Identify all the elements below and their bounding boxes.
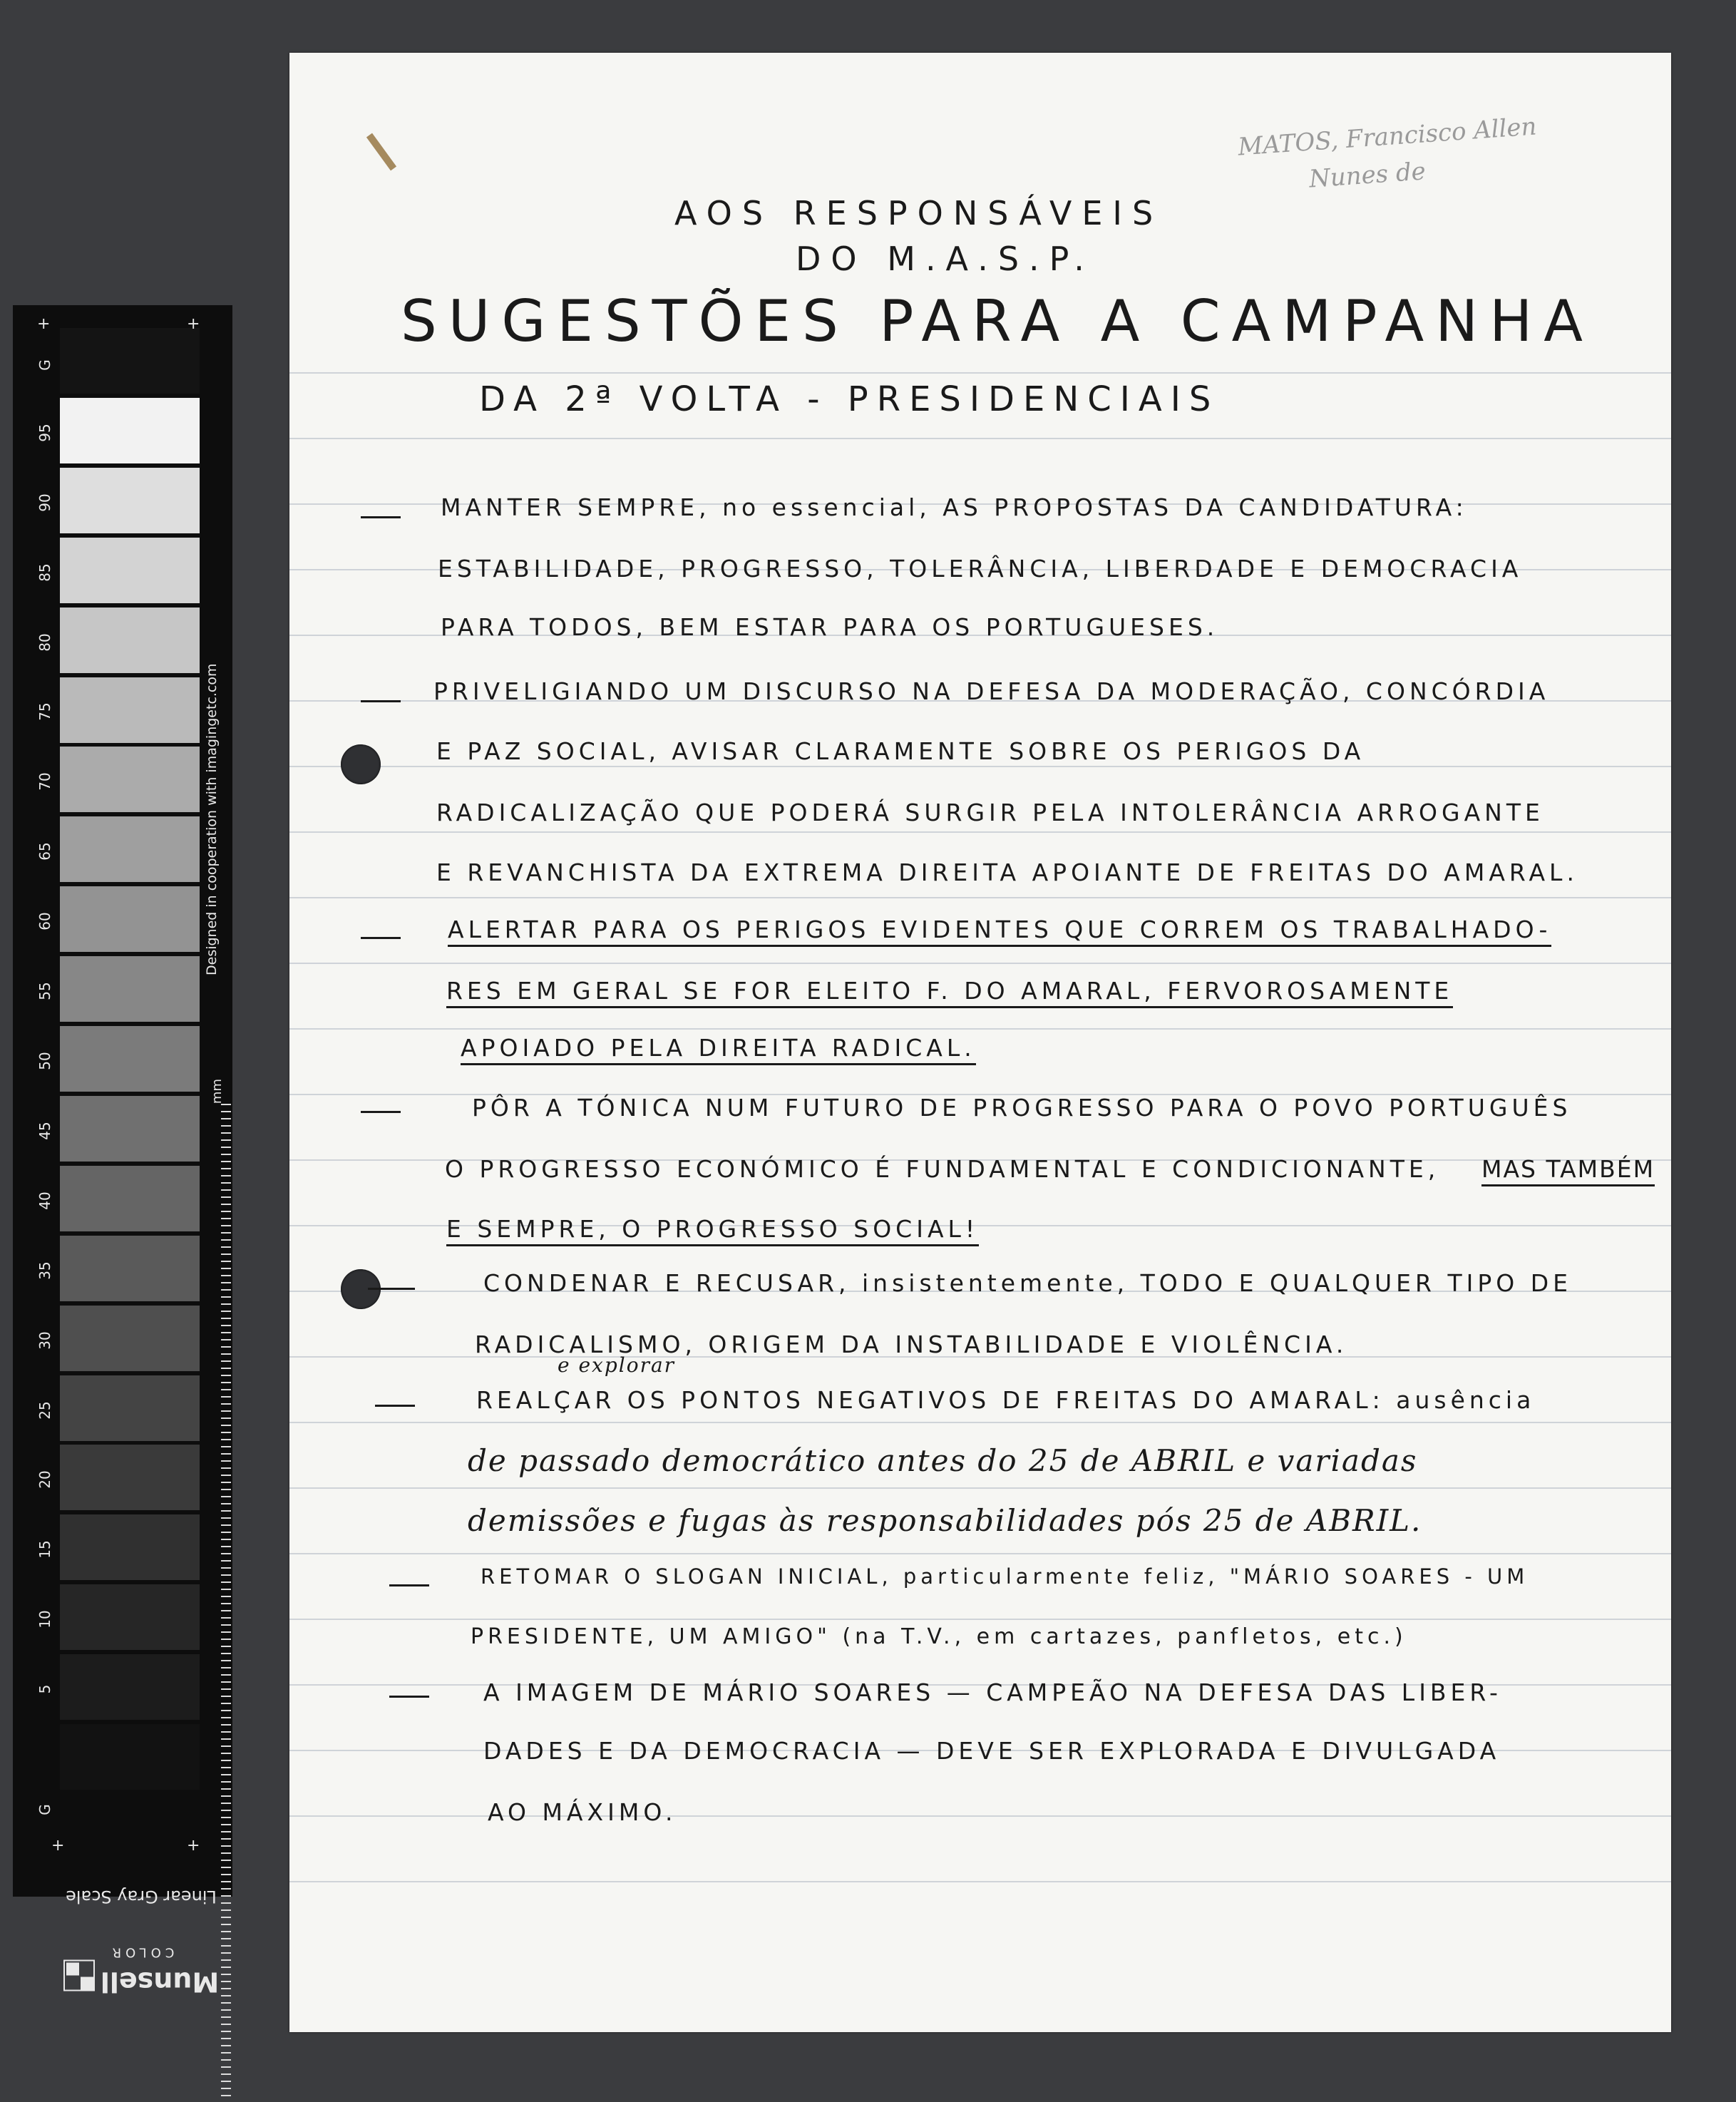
bullet-dash: [375, 1405, 415, 1407]
gray-swatch: [60, 1724, 200, 1790]
text-line-underlined: ALERTAR PARA OS PERIGOS EVIDENTES QUE CORREM OS TRABALHADO-: [448, 916, 1551, 947]
gray-swatch: [60, 956, 200, 1022]
text-line: O PROGRESSO ECONÓMICO É FUNDAMENTAL E CONDICIONANTE,: [445, 1155, 1440, 1183]
strip-top-label: G: [36, 359, 53, 371]
gray-tick-label: 85: [36, 563, 53, 582]
bullet-dash: [361, 516, 401, 518]
inserted-text: e explorar: [558, 1353, 676, 1377]
text-line: RADICALIZAÇÃO QUE PODERÁ SURGIR PELA INTOLERÂNCIA ARROGANTE: [436, 799, 1544, 826]
punch-hole: [341, 744, 381, 784]
brand-sub: COLOR: [108, 1945, 175, 1960]
plus-mark-icon: +: [187, 315, 200, 333]
text-line: E PAZ SOCIAL, AVISAR CLARAMENTE SOBRE OS PERIGOS DA: [436, 737, 1365, 765]
text-line-underlined: RES EM GERAL SE FOR ELEITO F. DO AMARAL, FERVOROSAMENTE: [446, 977, 1453, 1008]
bullet-dash: [361, 1111, 401, 1113]
gray-tick-label: 90: [36, 493, 53, 512]
text-line: RETOMAR O SLOGAN INICIAL, particularmente feliz, "MÁRIO SOARES - UM: [481, 1564, 1529, 1589]
bullet-dash: [389, 1696, 429, 1698]
strip-unit: mm: [210, 1079, 225, 1104]
text-line: PARA TODOS, BEM ESTAR PARA OS PORTUGUESES.: [441, 613, 1219, 641]
gray-tick-label: 5: [36, 1684, 53, 1694]
document-sheet: [289, 53, 1671, 2032]
pencil-annotation: MATOS, Francisco Allen: [1237, 112, 1538, 162]
bullet-dash: [368, 1288, 415, 1290]
gray-tick-label: 45: [36, 1122, 53, 1140]
gray-swatch: [60, 1584, 200, 1650]
text-line: PRIVELIGIANDO UM DISCURSO NA DEFESA DA MODERAÇÃO, CONCÓRDIA: [433, 677, 1550, 705]
gray-swatch: [60, 1026, 200, 1092]
text-line: E REVANCHISTA DA EXTREMA DIREITA APOIANTE DE FREITAS DO AMARAL.: [436, 858, 1578, 886]
gray-tick-label: 75: [36, 702, 53, 721]
plus-mark-icon: +: [51, 1837, 65, 1855]
text-line: CONDENAR E RECUSAR, insistentemente, TODO E QUALQUER TIPO DE: [483, 1269, 1572, 1297]
gray-tick-label: 15: [36, 1540, 53, 1559]
gray-swatch: [60, 1236, 200, 1301]
text-line: de passado democrático antes do 25 de ABRIL e variadas: [468, 1443, 1418, 1478]
addressee-line-1: AOS RESPONSÁVEIS: [674, 194, 1164, 232]
gray-tick-label: 80: [36, 633, 53, 652]
munsell-logo-icon: [63, 1960, 95, 1991]
text-line: PRESIDENTE, UM AMIGO" (na T.V., em cartazes, panfletos, etc.): [471, 1624, 1407, 1649]
gray-swatch: [60, 1375, 200, 1441]
strip-bottom-label: G: [36, 1804, 53, 1815]
gray-swatch: [60, 1306, 200, 1371]
gray-swatch: [60, 747, 200, 812]
plus-mark-icon: +: [37, 315, 51, 333]
gray-tick-label: 10: [36, 1610, 53, 1629]
gray-tick-label: 35: [36, 1261, 53, 1280]
text-line-underlined: APOIADO PELA DIREITA RADICAL.: [461, 1034, 976, 1065]
gray-swatch: [60, 328, 200, 394]
strip-credit: Designed in cooperation with imagingetc.com: [204, 663, 220, 975]
gray-tick-label: 25: [36, 1401, 53, 1420]
bullet-dash: [389, 1584, 429, 1586]
gray-tick-label: 65: [36, 842, 53, 861]
gray-swatch: [60, 677, 200, 743]
gray-tick-label: 30: [36, 1331, 53, 1350]
addressee-line-2: DO M.A.S.P.: [796, 240, 1094, 278]
gray-tick-label: 70: [36, 772, 53, 791]
text-line: A IMAGEM DE MÁRIO SOARES — CAMPEÃO NA DEFESA DAS LIBER-: [483, 1678, 1502, 1706]
text-line: demissões e fugas às responsabilidades pós 25 de ABRIL.: [468, 1503, 1422, 1538]
page-subtitle: DA 2ª VOLTA - PRESIDENCIAIS: [479, 379, 1220, 419]
gray-swatch: [60, 1096, 200, 1162]
gray-swatch: [60, 607, 200, 673]
text-line: AO MÁXIMO.: [488, 1798, 677, 1826]
plus-mark-icon: +: [187, 1837, 200, 1855]
gray-scale-calibration-strip: [13, 305, 232, 1998]
gray-tick-label: 20: [36, 1470, 53, 1489]
gray-swatches: [60, 328, 200, 1794]
bullet-dash: [361, 937, 401, 939]
gray-swatch: [60, 1654, 200, 1720]
bullet-dash: [361, 700, 401, 702]
gray-swatch: [60, 538, 200, 603]
text-line: MANTER SEMPRE, no essencial, AS PROPOSTAS DA CANDIDATURA:: [441, 493, 1468, 521]
text-line: RADICALISMO, ORIGEM DA INSTABILIDADE E VIOLÊNCIA.: [475, 1331, 1348, 1358]
gray-swatch: [60, 886, 200, 952]
gray-swatch: [60, 398, 200, 463]
text-line: DADES E DA DEMOCRACIA — DEVE SER EXPLORADA E DIVULGADA: [483, 1737, 1501, 1765]
gray-swatch: [60, 1445, 200, 1510]
gray-tick-label: 95: [36, 424, 53, 442]
gray-tick-label: 40: [36, 1191, 53, 1210]
text-line-underlined: E SEMPRE, O PROGRESSO SOCIAL!: [446, 1215, 979, 1246]
brand-name: Munsell: [100, 1966, 220, 1998]
gray-swatch: [60, 1166, 200, 1231]
gray-swatch: [60, 468, 200, 533]
text-line: ESTABILIDADE, PROGRESSO, TOLERÂNCIA, LIBERDADE E DEMOCRACIA: [438, 555, 1523, 583]
gray-tick-label: 50: [36, 1052, 53, 1070]
page-title: SUGESTÕES PARA A CAMPANHA: [401, 288, 1594, 354]
text-line: REALÇAR OS PONTOS NEGATIVOS DE FREITAS DO AMARAL: ausência: [476, 1386, 1536, 1414]
munsell-brand: [56, 1945, 227, 1998]
gray-swatch: [60, 1514, 200, 1580]
strip-caption: Linear Gray Scale: [66, 1887, 217, 1907]
gray-tick-label: 55: [36, 982, 53, 1000]
gray-tick-label: 60: [36, 912, 53, 930]
gray-swatch: [60, 816, 200, 882]
text-line: PÔR A TÓNICA NUM FUTURO DE PROGRESSO PARA O POVO PORTUGUÊS: [472, 1094, 1572, 1122]
pencil-annotation: Nunes de: [1308, 157, 1427, 194]
text-line-underlined: MAS TAMBÉM: [1481, 1155, 1655, 1186]
staple-mark: [366, 133, 396, 171]
